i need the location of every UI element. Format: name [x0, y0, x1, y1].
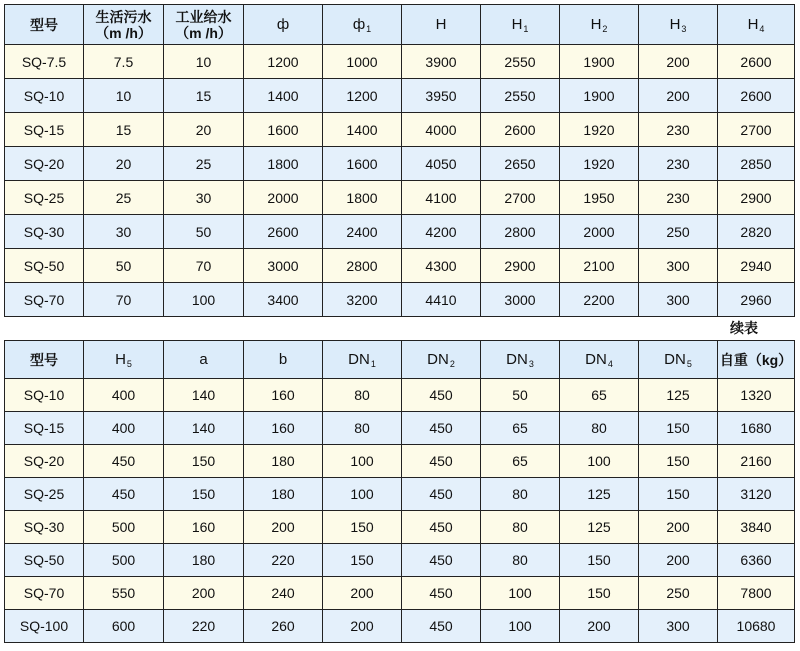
- value-cell: 100: [560, 445, 639, 478]
- value-cell: 2550: [481, 79, 560, 113]
- value-cell: 200: [323, 577, 402, 610]
- table-row: [5, 544, 795, 577]
- value-cell: 2600: [481, 113, 560, 147]
- column-header: [5, 5, 84, 45]
- value-cell: 4050: [402, 147, 481, 181]
- column-header-label: 工业给水: [175, 8, 232, 25]
- value-cell: 200: [560, 610, 639, 643]
- table-row: [5, 577, 795, 610]
- value-cell: 1600: [244, 113, 323, 147]
- value-cell: 2900: [718, 181, 795, 215]
- table-row: [5, 511, 795, 544]
- spec-table-continued: [4, 340, 795, 643]
- value-cell: 300: [639, 283, 718, 317]
- value-cell: 2600: [718, 79, 795, 113]
- value-cell: 450: [402, 379, 481, 412]
- column-header: [5, 341, 84, 379]
- value-cell: 2160: [718, 445, 795, 478]
- column-header-label: 型号: [30, 16, 58, 33]
- value-cell: 1680: [718, 412, 795, 445]
- value-cell: 125: [560, 478, 639, 511]
- value-cell: 260: [244, 610, 323, 643]
- value-cell: 80: [323, 379, 402, 412]
- value-cell: 150: [164, 445, 244, 478]
- value-cell: 20: [164, 113, 244, 147]
- value-cell: 200: [323, 610, 402, 643]
- value-cell: 3120: [718, 478, 795, 511]
- value-cell: 550: [84, 577, 164, 610]
- value-cell: 1800: [244, 147, 323, 181]
- value-cell: 160: [244, 379, 323, 412]
- value-cell: 65: [481, 412, 560, 445]
- value-cell: 1200: [323, 79, 402, 113]
- value-cell: 300: [639, 610, 718, 643]
- value-cell: 1000: [323, 45, 402, 79]
- value-cell: 140: [164, 379, 244, 412]
- column-header: [481, 5, 560, 45]
- value-cell: 200: [639, 45, 718, 79]
- value-cell: 2400: [323, 215, 402, 249]
- value-cell: 180: [244, 478, 323, 511]
- model-cell: SQ-15: [5, 113, 84, 147]
- value-cell: 450: [84, 445, 164, 478]
- column-header-label: H: [115, 350, 126, 368]
- value-cell: 150: [560, 577, 639, 610]
- column-header-subscript: 3: [528, 358, 534, 369]
- value-cell: 180: [164, 544, 244, 577]
- value-cell: 65: [560, 379, 639, 412]
- value-cell: 200: [639, 544, 718, 577]
- value-cell: 600: [84, 610, 164, 643]
- value-cell: 70: [84, 283, 164, 317]
- value-cell: 2700: [718, 113, 795, 147]
- column-header: [560, 341, 639, 379]
- value-cell: 4100: [402, 181, 481, 215]
- value-cell: 4410: [402, 283, 481, 317]
- value-cell: 200: [244, 511, 323, 544]
- value-cell: 50: [481, 379, 560, 412]
- value-cell: 1200: [244, 45, 323, 79]
- table-header: [5, 5, 795, 45]
- value-cell: 450: [402, 478, 481, 511]
- column-header: [481, 341, 560, 379]
- column-header-label: DN: [348, 350, 370, 368]
- value-cell: 140: [164, 412, 244, 445]
- continued-label: 续表: [730, 320, 758, 336]
- value-cell: 500: [84, 511, 164, 544]
- value-cell: 200: [639, 79, 718, 113]
- column-header: [164, 5, 244, 45]
- value-cell: 3000: [481, 283, 560, 317]
- value-cell: 450: [402, 511, 481, 544]
- table-row: [5, 249, 795, 283]
- column-header: [84, 5, 164, 45]
- value-cell: 15: [84, 113, 164, 147]
- table-row: [5, 412, 795, 445]
- value-cell: 200: [639, 511, 718, 544]
- column-header-label: H: [669, 15, 681, 33]
- column-header-label: DN: [585, 350, 607, 368]
- column-header-unit: （m /h）: [95, 24, 152, 41]
- value-cell: 450: [84, 478, 164, 511]
- value-cell: 4000: [402, 113, 481, 147]
- value-cell: 2600: [718, 45, 795, 79]
- value-cell: 3000: [244, 249, 323, 283]
- value-cell: 230: [639, 181, 718, 215]
- table-row: [5, 181, 795, 215]
- value-cell: 400: [84, 412, 164, 445]
- value-cell: 150: [323, 544, 402, 577]
- value-cell: 450: [402, 412, 481, 445]
- value-cell: 125: [560, 511, 639, 544]
- value-cell: 2100: [560, 249, 639, 283]
- value-cell: 450: [402, 445, 481, 478]
- model-cell: SQ-25: [5, 478, 84, 511]
- value-cell: 1400: [323, 113, 402, 147]
- value-cell: 10680: [718, 610, 795, 643]
- value-cell: 80: [481, 544, 560, 577]
- table-row: [5, 379, 795, 412]
- value-cell: 1920: [560, 147, 639, 181]
- value-cell: 80: [323, 412, 402, 445]
- value-cell: 180: [244, 445, 323, 478]
- value-cell: 100: [481, 610, 560, 643]
- value-cell: 240: [244, 577, 323, 610]
- column-header-label: b: [278, 351, 288, 368]
- value-cell: 10: [84, 79, 164, 113]
- table-row: [5, 478, 795, 511]
- model-cell: SQ-70: [5, 283, 84, 317]
- value-cell: 4200: [402, 215, 481, 249]
- column-header: [402, 5, 481, 45]
- column-header-label: H: [590, 15, 602, 33]
- table-row: [5, 79, 795, 113]
- value-cell: 50: [164, 215, 244, 249]
- column-header: [718, 341, 795, 379]
- value-cell: 2600: [244, 215, 323, 249]
- column-header-unit: （m /h）: [175, 24, 232, 41]
- value-cell: 2550: [481, 45, 560, 79]
- value-cell: 80: [560, 412, 639, 445]
- column-header-subscript: 1: [366, 23, 372, 34]
- value-cell: 250: [639, 577, 718, 610]
- column-header-label: DN: [664, 350, 686, 368]
- value-cell: 450: [402, 610, 481, 643]
- value-cell: 3400: [244, 283, 323, 317]
- value-cell: 3200: [323, 283, 402, 317]
- value-cell: 230: [639, 113, 718, 147]
- value-cell: 70: [164, 249, 244, 283]
- value-cell: 1900: [560, 45, 639, 79]
- column-header: [323, 341, 402, 379]
- column-header-subscript: 1: [523, 23, 529, 34]
- column-header-subscript: 4: [607, 358, 613, 369]
- value-cell: 4300: [402, 249, 481, 283]
- value-cell: 2800: [323, 249, 402, 283]
- value-cell: 150: [164, 478, 244, 511]
- value-cell: 15: [164, 79, 244, 113]
- value-cell: 500: [84, 544, 164, 577]
- column-header-label: DN: [427, 350, 449, 368]
- column-header: [718, 5, 795, 45]
- model-cell: SQ-15: [5, 412, 84, 445]
- column-header-label: ф: [276, 16, 290, 33]
- value-cell: 2960: [718, 283, 795, 317]
- value-cell: 3950: [402, 79, 481, 113]
- value-cell: 30: [84, 215, 164, 249]
- model-cell: SQ-20: [5, 445, 84, 478]
- table-row: [5, 215, 795, 249]
- model-cell: SQ-10: [5, 379, 84, 412]
- column-header-label: ф: [352, 15, 366, 33]
- value-cell: 250: [639, 215, 718, 249]
- column-header: [244, 341, 323, 379]
- column-header-label: 自重（kg）: [719, 351, 793, 368]
- value-cell: 100: [481, 577, 560, 610]
- value-cell: 30: [164, 181, 244, 215]
- value-cell: 80: [481, 478, 560, 511]
- column-header: [402, 341, 481, 379]
- value-cell: 450: [402, 577, 481, 610]
- value-cell: 3900: [402, 45, 481, 79]
- table-header: [5, 341, 795, 379]
- spec-table-main: [4, 4, 795, 317]
- model-cell: SQ-30: [5, 215, 84, 249]
- value-cell: 2200: [560, 283, 639, 317]
- value-cell: 1400: [244, 79, 323, 113]
- value-cell: 400: [84, 379, 164, 412]
- value-cell: 1320: [718, 379, 795, 412]
- model-cell: SQ-50: [5, 544, 84, 577]
- model-cell: SQ-50: [5, 249, 84, 283]
- column-header: [639, 5, 718, 45]
- column-header-label: a: [199, 351, 208, 368]
- value-cell: 20: [84, 147, 164, 181]
- table-body: [5, 45, 795, 317]
- model-cell: SQ-20: [5, 147, 84, 181]
- value-cell: 150: [560, 544, 639, 577]
- value-cell: 2700: [481, 181, 560, 215]
- value-cell: 2650: [481, 147, 560, 181]
- header-row: [5, 5, 795, 45]
- value-cell: 1900: [560, 79, 639, 113]
- value-cell: 300: [639, 249, 718, 283]
- column-header: [323, 5, 402, 45]
- column-header-subscript: 2: [602, 23, 608, 34]
- column-header: [164, 341, 244, 379]
- value-cell: 230: [639, 147, 718, 181]
- model-cell: SQ-30: [5, 511, 84, 544]
- column-header: [639, 341, 718, 379]
- value-cell: 2000: [560, 215, 639, 249]
- value-cell: 25: [164, 147, 244, 181]
- value-cell: 65: [481, 445, 560, 478]
- column-header-subscript: 3: [681, 23, 687, 34]
- column-header: [244, 5, 323, 45]
- value-cell: 160: [244, 412, 323, 445]
- value-cell: 125: [639, 379, 718, 412]
- column-header-subscript: 5: [126, 358, 132, 369]
- value-cell: 200: [164, 577, 244, 610]
- column-header: [84, 341, 164, 379]
- value-cell: 220: [164, 610, 244, 643]
- value-cell: 150: [639, 478, 718, 511]
- value-cell: 50: [84, 249, 164, 283]
- table-row: [5, 147, 795, 181]
- value-cell: 150: [323, 511, 402, 544]
- value-cell: 2940: [718, 249, 795, 283]
- value-cell: 220: [244, 544, 323, 577]
- value-cell: 3840: [718, 511, 795, 544]
- value-cell: 80: [481, 511, 560, 544]
- value-cell: 6360: [718, 544, 795, 577]
- column-header-label: DN: [506, 350, 528, 368]
- column-header-label: 生活污水: [95, 8, 152, 25]
- value-cell: 1920: [560, 113, 639, 147]
- value-cell: 2000: [244, 181, 323, 215]
- column-header-label: H: [511, 15, 523, 33]
- value-cell: 2820: [718, 215, 795, 249]
- value-cell: 450: [402, 544, 481, 577]
- column-header-label: H: [747, 15, 759, 33]
- model-cell: SQ-70: [5, 577, 84, 610]
- value-cell: 1950: [560, 181, 639, 215]
- value-cell: 160: [164, 511, 244, 544]
- table-row: [5, 610, 795, 643]
- model-cell: SQ-10: [5, 79, 84, 113]
- value-cell: 2800: [481, 215, 560, 249]
- model-cell: SQ-7.5: [5, 45, 84, 79]
- table-row: [5, 113, 795, 147]
- header-row: [5, 341, 795, 379]
- table-row: [5, 283, 795, 317]
- value-cell: 2850: [718, 147, 795, 181]
- value-cell: 100: [323, 478, 402, 511]
- value-cell: 1600: [323, 147, 402, 181]
- value-cell: 2900: [481, 249, 560, 283]
- value-cell: 10: [164, 45, 244, 79]
- column-header-subscript: 5: [686, 358, 692, 369]
- table-body: [5, 379, 795, 643]
- model-cell: SQ-100: [5, 610, 84, 643]
- value-cell: 150: [639, 445, 718, 478]
- value-cell: 25: [84, 181, 164, 215]
- value-cell: 100: [164, 283, 244, 317]
- column-header: [560, 5, 639, 45]
- model-cell: SQ-25: [5, 181, 84, 215]
- value-cell: 1800: [323, 181, 402, 215]
- table-row: [5, 445, 795, 478]
- column-header-label: 型号: [30, 351, 58, 368]
- value-cell: 150: [639, 412, 718, 445]
- value-cell: 7.5: [84, 45, 164, 79]
- column-header-subscript: 1: [370, 358, 376, 369]
- column-header-subscript: 2: [449, 358, 455, 369]
- column-header-subscript: 4: [759, 23, 765, 34]
- value-cell: 100: [323, 445, 402, 478]
- column-header-label: H: [435, 16, 447, 33]
- table-row: [5, 45, 795, 79]
- value-cell: 7800: [718, 577, 795, 610]
